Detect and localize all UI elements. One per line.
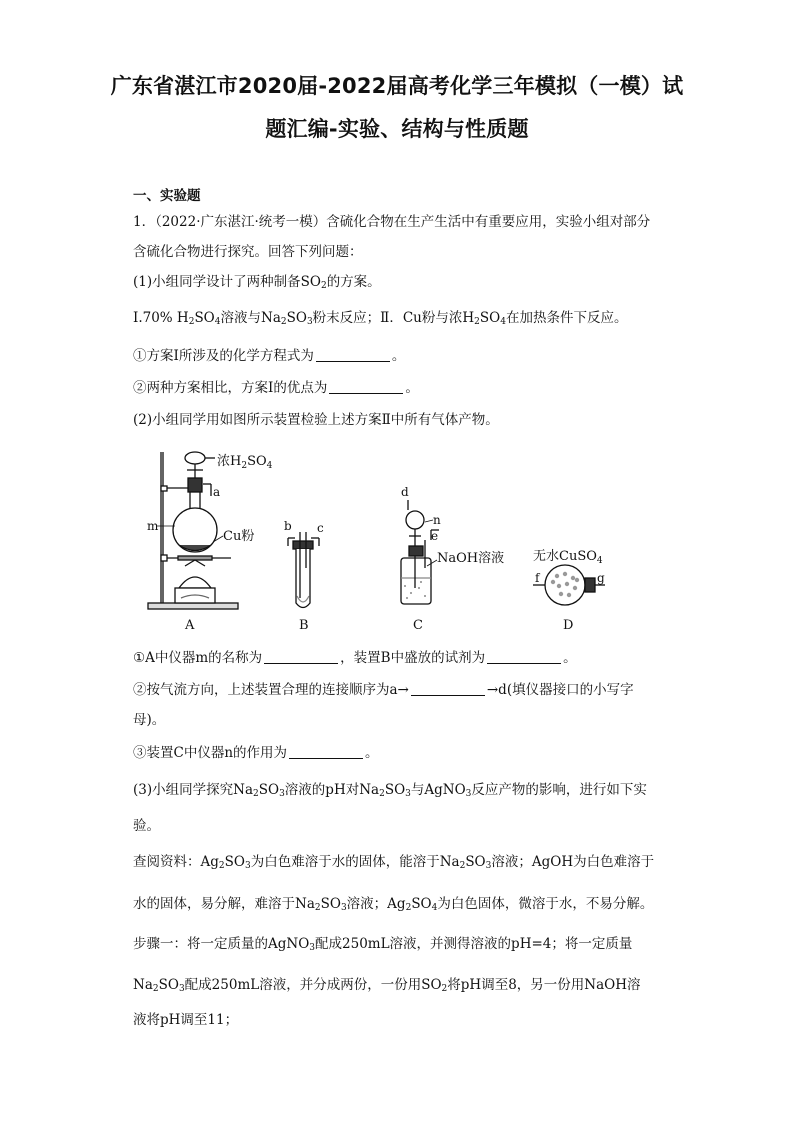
answer-blank[interactable] xyxy=(487,651,561,664)
drying-bulb xyxy=(406,511,424,529)
label-conc-acid: 浓$H_2SO_4$ xyxy=(217,454,273,471)
label-m: m xyxy=(147,519,159,533)
part-1-heading: (1)小组同学设计了两种制备$SO_2$的方案。 xyxy=(133,274,381,291)
label-cu-powder: Cu粉 xyxy=(223,529,255,544)
part-1-schemes: Ⅰ.70% $H_2SO_4$溶液与$Na_2SO_3$粉末反应；Ⅱ．Cu粉与浓$H_2SO_4$在加热条件下反应。 xyxy=(133,310,628,327)
caption-d: D xyxy=(563,618,574,633)
question-2-3: ③装置C中仪器n的作用为 。 xyxy=(133,745,379,761)
doc-title-line-1: 广东省湛江市2020届-2022届高考化学三年模拟（一模）试 xyxy=(110,74,684,98)
label-port-g: g xyxy=(597,571,605,585)
question-2-2-line-1: ②按气流方向，上述装置合理的连接顺序为a→ →d(填仪器接口的小写字 xyxy=(133,682,634,698)
label-port-d: d xyxy=(401,485,409,499)
answer-blank[interactable] xyxy=(264,651,338,664)
question-1-2: ②两种方案相比，方案Ⅰ的优点为 。 xyxy=(133,380,419,396)
apparatus-figure xyxy=(133,448,613,638)
drying-tube xyxy=(545,565,585,605)
stand-base xyxy=(148,603,238,609)
reference-line-2: 水的固体，易分解，难溶于$Na_2SO_3$溶液；$Ag_2SO_4$为白色固体，微溶于水，不易分解。 xyxy=(133,896,654,913)
label-port-b: b xyxy=(284,519,292,533)
answer-blank[interactable] xyxy=(411,683,485,696)
step-1-line-1: 步骤一：将一定质量的AgNO$_3$配成250mL溶液，并测得溶液的pH=4；将一定质量 xyxy=(133,936,633,953)
answer-blank[interactable] xyxy=(329,381,403,394)
reference-line-1: 查阅资料：$Ag_2SO_3$为白色难溶于水的固体，能溶于$Na_2SO_3$溶液；AgOH为白色难溶于 xyxy=(133,854,655,871)
label-port-f: f xyxy=(535,571,540,585)
step-1-line-3: 液将pH调至11； xyxy=(133,1012,239,1028)
label-anhydrous-cuso4: 无水CuSO$_4$ xyxy=(533,549,603,566)
label-port-a: a xyxy=(213,485,221,499)
answer-blank[interactable] xyxy=(289,746,363,759)
label-port-e: e xyxy=(431,529,439,543)
label-naoh-solution: NaOH溶液 xyxy=(437,551,505,566)
part-3-line-1: (3)小组同学探究$Na_2SO_3$溶液的pH对$Na_2SO_3$与AgNO$_3$反应产物的影响，进行如下实 xyxy=(133,782,647,799)
stopper xyxy=(293,541,313,549)
label-n: n xyxy=(433,513,441,527)
alcohol-lamp xyxy=(179,577,211,588)
caption-c: C xyxy=(413,618,423,633)
question-intro-line-2: 含硫化合物进行探究。回答下列问题： xyxy=(133,244,363,260)
question-intro-line-1: 1．（2022·广东湛江·统考一模）含硫化合物在生产生活中有重要应用，实验小组对部分 xyxy=(133,214,651,230)
stopper xyxy=(585,578,595,592)
gas-washing-bottle xyxy=(401,558,431,604)
label-port-c: c xyxy=(317,521,324,535)
question-2-2-line-2: 母)。 xyxy=(133,712,166,728)
stopper xyxy=(188,478,202,492)
section-heading: 一、实验题 xyxy=(133,188,201,204)
caption-a: A xyxy=(185,618,195,633)
question-1-1: ①方案Ⅰ所涉及的化学方程式为 。 xyxy=(133,348,406,364)
question-2-1: ①A中仪器m的名称为 ，装置B中盛放的试剂为 。 xyxy=(133,650,577,666)
step-1-line-2: $Na_2SO_3$配成250mL溶液，并分成两份，一份用$SO_2$将pH调至8，另一份用NaOH溶 xyxy=(133,977,641,994)
doc-title-line-2: 题汇编-实验、结构与性质题 xyxy=(265,117,529,141)
apparatus-diagram xyxy=(133,448,613,638)
answer-blank[interactable] xyxy=(316,349,390,362)
part-2-heading: (2)小组同学用如图所示装置检验上述方案Ⅱ中所有气体产物。 xyxy=(133,412,499,428)
caption-b: B xyxy=(299,618,309,633)
part-3-line-2: 验。 xyxy=(133,818,160,834)
stopper xyxy=(409,546,423,556)
separatory-funnel xyxy=(185,452,205,464)
